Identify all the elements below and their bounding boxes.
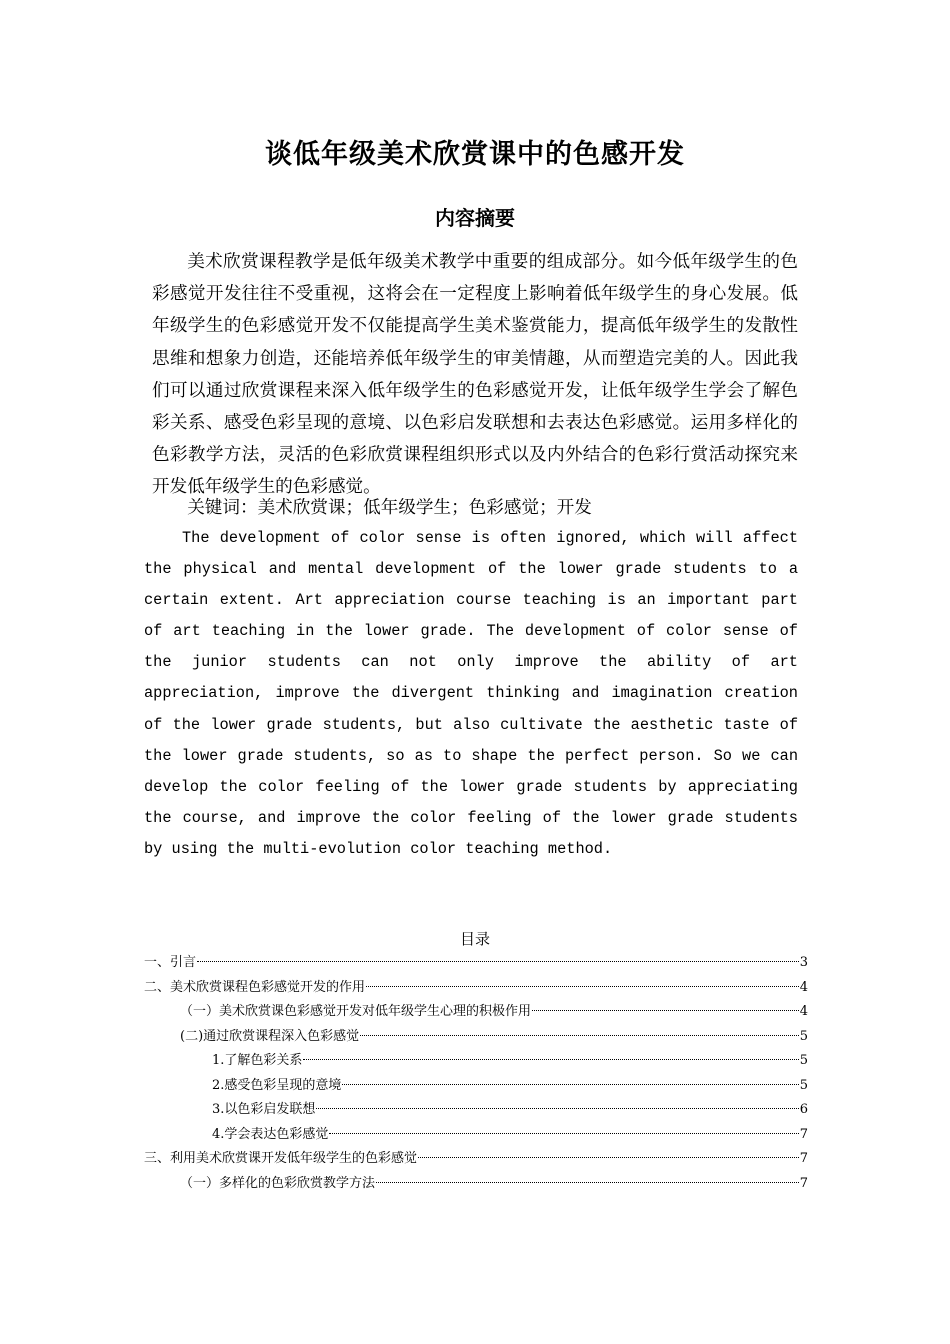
toc-entry-title: (二)通过欣赏课程深入色彩感觉 xyxy=(180,1028,360,1044)
toc-dot-leader xyxy=(532,1010,799,1011)
toc-entry-page: 5 xyxy=(799,1028,808,1044)
english-abstract: The development of color sense is often ignored, which will affect the physical and mental development of the lower grade students to a certain extent. Art appreciation course teaching is an important part of art teaching in the lower grade. The development of color sense of the junior students can not only improve the ability of art appreciation, improve the divergent thinking and imagination creation of the lower grade students, but also cultivate the aesthetic taste of the lower grade students, so as to shape the perfect person. So we can develop the color feeling of the lower grade students by appreciating the course, and improve the color feeling of the lower grade students by using the multi-evolution color teaching method. xyxy=(144,529,798,858)
toc-entry[interactable] xyxy=(144,1025,808,1050)
toc-heading: 目录 xyxy=(459,930,490,948)
toc-entry-page: 5 xyxy=(799,1053,808,1068)
toc-dot-leader xyxy=(329,1133,798,1134)
toc-entry-page: 3 xyxy=(799,955,808,970)
toc-entry[interactable] xyxy=(144,951,808,976)
toc-dot-leader xyxy=(303,1059,798,1060)
toc-entry-title: 三、利用美术欣赏课开发低年级学生的色彩感觉 xyxy=(144,1151,418,1166)
toc-entry-page: 7 xyxy=(799,1126,808,1142)
toc-entry-page: 4 xyxy=(799,1004,808,1019)
toc-entry-title: （一）多样化的色彩欣赏教学方法 xyxy=(180,1175,376,1191)
table-of-contents xyxy=(144,951,808,1196)
abstract-heading: 内容摘要 xyxy=(435,206,515,230)
toc-entry-page: 6 xyxy=(799,1102,808,1117)
toc-entry[interactable] xyxy=(144,1000,808,1025)
toc-dot-leader xyxy=(316,1108,798,1109)
toc-entry-title: 4.学会表达色彩感觉 xyxy=(212,1126,329,1142)
toc-dot-leader xyxy=(366,986,799,987)
toc-dot-leader xyxy=(376,1182,799,1183)
toc-entry[interactable] xyxy=(144,1123,808,1148)
toc-dot-leader xyxy=(418,1157,799,1158)
toc-dot-leader xyxy=(360,1035,799,1036)
toc-entry-page: 7 xyxy=(799,1175,808,1191)
toc-entry[interactable] xyxy=(144,1098,808,1123)
toc-entry[interactable] xyxy=(144,976,808,1001)
toc-entry[interactable] xyxy=(144,1074,808,1099)
toc-entry-page: 7 xyxy=(799,1151,808,1166)
toc-entry[interactable] xyxy=(144,1172,808,1197)
toc-entry-title: 一、引言 xyxy=(144,955,197,970)
toc-entry-page: 5 xyxy=(799,1077,808,1093)
toc-entry[interactable] xyxy=(144,1049,808,1074)
toc-entry-title: 3.以色彩启发联想 xyxy=(212,1102,316,1117)
toc-entry-title: 1.了解色彩关系 xyxy=(212,1053,303,1068)
toc-dot-leader xyxy=(342,1084,798,1085)
toc-entry-title: （一）美术欣赏课色彩感觉开发对低年级学生心理的积极作用 xyxy=(180,1004,532,1019)
toc-entry-page: 4 xyxy=(799,979,808,995)
toc-entry-title: 二、美术欣赏课程色彩感觉开发的作用 xyxy=(144,979,366,995)
toc-entry-title: 2.感受色彩呈现的意境 xyxy=(212,1077,342,1093)
toc-entry[interactable] xyxy=(144,1147,808,1172)
chinese-abstract: 美术欣赏课程教学是低年级美术教学中重要的组成部分。如今低年级学生的色彩感觉开发往往不受重视，这将会在一定程度上影响着低年级学生的身心发展。低年级学生的色彩感觉开发不仅能提高学生美术鉴赏能力，提高低年级学生的发散性思维和想象力创造，还能培养低年级学生的审美情趣，从而塑造完美的人。因此我们可以通过欣赏课程来深入低年级学生的色彩感觉开发，让低年级学生学会了解色彩关系、感受色彩呈现的意境、以色彩启发联想和去表达色彩感觉。运用多样化的色彩教学方法，灵活的色彩欣赏课程组织形式以及内外结合的色彩行赏活动探究来开发低年级学生的色彩感觉。 xyxy=(152,252,798,498)
keywords-line: 关键词：美术欣赏课；低年级学生；色彩感觉；开发 xyxy=(187,498,592,518)
document-title: 谈低年级美术欣赏课中的色感开发 xyxy=(265,139,685,170)
toc-dot-leader xyxy=(197,961,799,962)
